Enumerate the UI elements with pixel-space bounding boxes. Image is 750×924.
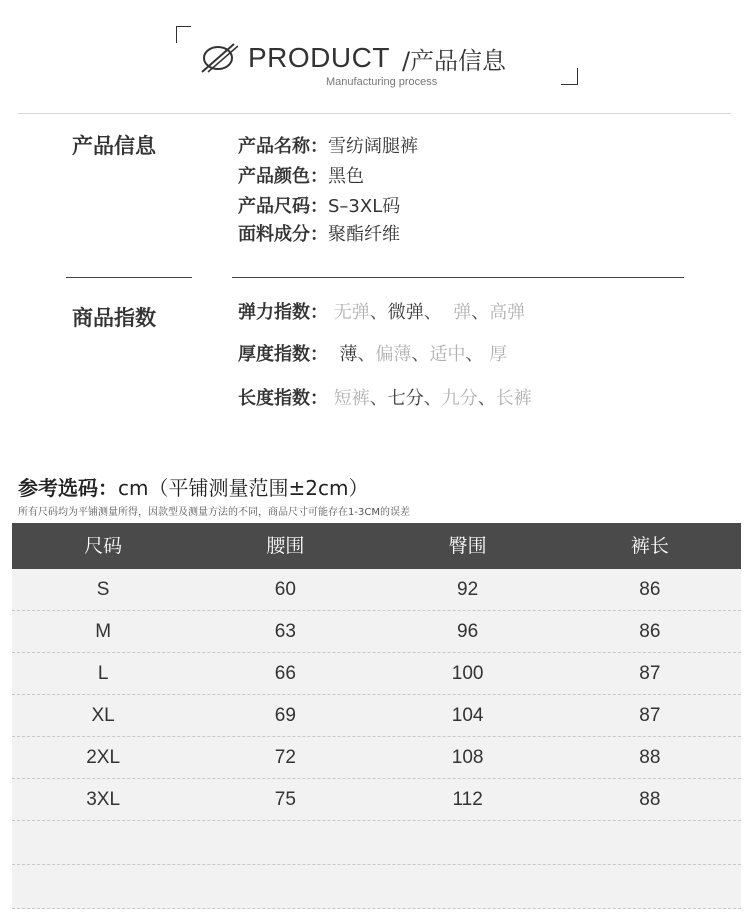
table-cell: 100 bbox=[451, 663, 484, 684]
table-cell: 88 bbox=[639, 747, 661, 768]
info-label: 面料成分： bbox=[238, 224, 328, 245]
table-cell: 104 bbox=[451, 705, 484, 726]
product-info-heading: 产品信息 bbox=[72, 134, 156, 158]
slashed-circle-icon bbox=[198, 42, 238, 74]
info-value: S–3XL码 bbox=[328, 196, 401, 217]
divider bbox=[18, 113, 731, 114]
column-header: 腰围 bbox=[266, 535, 305, 557]
index-label: 厚度指数： bbox=[238, 344, 328, 365]
thickness-index: 厚度指数： 薄、偏薄、适中、 厚 bbox=[238, 344, 508, 365]
option-slight: 微弹 bbox=[387, 302, 424, 323]
info-row-size bbox=[238, 194, 400, 220]
option-cropped: 七分 bbox=[387, 388, 424, 409]
table-cell: 87 bbox=[639, 663, 661, 684]
table-row bbox=[12, 611, 741, 653]
option-medium: 适中 bbox=[429, 344, 466, 365]
elasticity-index: 弹力指数： 无弹、微弹、 弹、高弹 bbox=[238, 302, 526, 323]
table-cell: L bbox=[97, 663, 109, 684]
table-row-empty bbox=[12, 865, 741, 909]
table-cell: 69 bbox=[274, 705, 296, 726]
column-header: 尺码 bbox=[84, 535, 123, 557]
option-elastic: 弹 bbox=[453, 302, 472, 323]
table-cell: 60 bbox=[274, 579, 296, 600]
table-cell: 87 bbox=[639, 705, 661, 726]
size-reference-title bbox=[18, 472, 368, 501]
column-header: 臀围 bbox=[448, 535, 487, 557]
table-cell: 75 bbox=[274, 789, 296, 810]
subtitle: Manufacturing process bbox=[326, 76, 438, 88]
table-cell: 108 bbox=[451, 747, 484, 768]
table-cell: 88 bbox=[639, 789, 661, 810]
table-cell: 86 bbox=[639, 579, 661, 600]
indices-heading: 商品指数 bbox=[72, 306, 156, 330]
size-table bbox=[12, 523, 741, 909]
table-row bbox=[12, 779, 741, 821]
length-index: 长度指数： 短裤、七分、九分、长裤 bbox=[238, 388, 532, 409]
info-label: 产品尺码： bbox=[238, 196, 328, 217]
table-cell: 63 bbox=[274, 621, 296, 642]
table-cell: 96 bbox=[457, 621, 479, 642]
size-reference-note: 所有尺码均为平铺测量所得，因款型及测量方法的不同，商品尺寸可能存在1-3CM的误差 bbox=[18, 507, 410, 518]
table-cell: 86 bbox=[639, 621, 661, 642]
info-label: 产品名称： bbox=[238, 136, 328, 157]
option-shorts: 短裤 bbox=[333, 388, 370, 409]
info-row-color bbox=[238, 164, 364, 190]
corner-bracket-top-left bbox=[176, 26, 191, 43]
table-row bbox=[12, 653, 741, 695]
info-row-name bbox=[238, 134, 418, 160]
index-label: 弹力指数： bbox=[238, 302, 328, 323]
index-label: 长度指数： bbox=[238, 388, 328, 409]
table-header bbox=[12, 523, 741, 569]
table-cell: 72 bbox=[274, 747, 296, 768]
table-cell: S bbox=[96, 579, 110, 600]
section-title bbox=[198, 38, 506, 78]
option-ankle: 九分 bbox=[441, 388, 478, 409]
info-value: 黑色 bbox=[328, 166, 364, 187]
table-cell: XL bbox=[91, 705, 115, 726]
info-label: 产品颜色： bbox=[238, 166, 328, 187]
corner-bracket-bottom-right bbox=[561, 68, 578, 85]
table-cell: M bbox=[95, 621, 112, 642]
info-value: 聚酯纤维 bbox=[328, 224, 400, 245]
table-cell: 3XL bbox=[86, 789, 121, 810]
option-thick: 厚 bbox=[489, 344, 508, 365]
column-header: 裤长 bbox=[630, 535, 669, 557]
table-cell: 92 bbox=[457, 579, 479, 600]
table-cell: 66 bbox=[274, 663, 296, 684]
option-none: 无弹 bbox=[333, 302, 370, 323]
size-reference-title-bold: 参考选码： bbox=[18, 476, 118, 500]
info-row-fabric bbox=[238, 222, 400, 248]
info-value: 雪纺阔腿裤 bbox=[328, 136, 418, 157]
table-row bbox=[12, 737, 741, 779]
table-row bbox=[12, 695, 741, 737]
table-row bbox=[12, 569, 741, 611]
title-chinese: /产品信息 bbox=[401, 46, 507, 75]
divider-left bbox=[66, 277, 192, 278]
option-long: 长裤 bbox=[495, 388, 532, 409]
title-english: PRODUCT bbox=[248, 42, 390, 73]
table-cell: 2XL bbox=[86, 747, 121, 768]
option-slightly-thin: 偏薄 bbox=[375, 344, 412, 365]
option-thin: 薄 bbox=[339, 344, 358, 365]
table-cell: 112 bbox=[452, 789, 483, 810]
size-reference-title-rest: cm（平铺测量范围±2cm） bbox=[118, 476, 369, 500]
option-high: 高弹 bbox=[489, 302, 526, 323]
divider-right bbox=[232, 277, 684, 278]
table-row-empty bbox=[12, 821, 741, 865]
